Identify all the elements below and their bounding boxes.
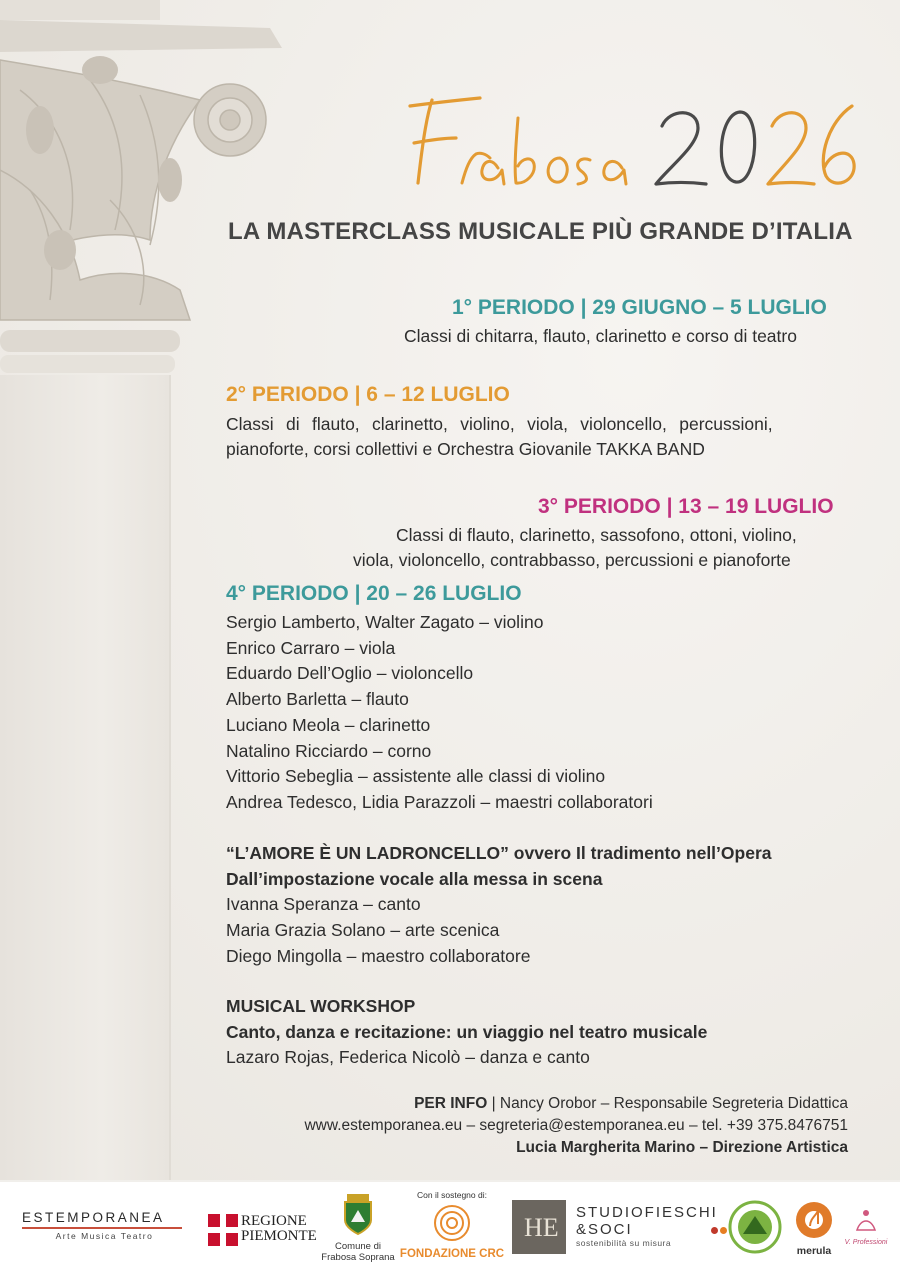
studio-text-2: &SOCI	[576, 1221, 633, 1238]
opera-line: Diego Mingolla – maestro collaboratore	[226, 945, 531, 966]
coat-of-arms-icon	[341, 1192, 375, 1236]
estemporanea-name: ESTEMPORANEA	[22, 1210, 165, 1225]
estemporanea-sub: Arte Musica Teatro	[55, 1231, 154, 1241]
period-4-teachers	[226, 610, 653, 816]
piemonte-text: PIEMONTE	[241, 1228, 317, 1244]
regione-piemonte-logo	[208, 1213, 317, 1251]
fondazione-crc-logo	[398, 1190, 506, 1260]
subtitle: LA MASTERCLASS MUSICALE PIÙ GRANDE D’ITALIA	[228, 218, 853, 245]
hotel-monogram-icon	[512, 1200, 566, 1254]
studio-fieschi-logo	[576, 1204, 727, 1248]
opera-title: “L’AMORE È UN LADRONCELLO” ovvero Il tradimento nell’Opera	[226, 843, 772, 863]
title-frabosa-2026	[400, 88, 860, 198]
info-line-3: Lucia Margherita Marino – Direzione Artistica	[516, 1139, 848, 1156]
teacher-line: Sergio Lamberto, Walter Zagato – violino	[226, 612, 544, 632]
sostegno-text: Con il sostegno di:	[417, 1190, 487, 1200]
info-line-2: www.estemporanea.eu – segreteria@estemporanea.eu – tel. +39 375.8476751	[304, 1117, 848, 1134]
period-1-line: Classi di chitarra, flauto, clarinetto e corso di teatro	[404, 326, 797, 346]
opera-subtitle: Dall’impostazione vocale alla messa in scena	[226, 868, 603, 889]
comune-logo	[318, 1192, 398, 1263]
period-3-heading: 3° PERIODO | 13 – 19 LUGLIO	[538, 495, 834, 518]
info-label: PER INFO	[414, 1095, 488, 1112]
piemonte-flag-icon	[208, 1214, 238, 1246]
hotel-logo	[512, 1200, 566, 1254]
regione-text: REGIONE	[241, 1213, 307, 1229]
opera-section	[226, 841, 771, 970]
opera-line: Ivanna Speranza – canto	[226, 894, 421, 915]
period-3-line-2: viola, violoncello, contrabbasso, percussioni e pianoforte	[353, 550, 791, 570]
period-2-heading: 2° PERIODO | 6 – 12 LUGLIO	[226, 383, 510, 406]
merula-text: merula	[796, 1245, 832, 1257]
teacher-line: Eduardo Dell’Oglio – violoncello	[226, 663, 474, 684]
pro-loco-icon	[728, 1200, 782, 1254]
studio-text-1: STUDIOFIESCHI	[576, 1204, 718, 1221]
period-2-line-2: pianoforte, corsi collettivi e Orchestra Giovanile TAKKA BAND	[226, 439, 705, 459]
info-line-1	[414, 1095, 848, 1113]
svg-text:HE: HE	[524, 1213, 559, 1242]
teacher-line: Enrico Carraro – viola	[226, 637, 396, 658]
merula-sun-icon	[794, 1200, 834, 1240]
merula-logo	[792, 1200, 836, 1257]
dancer-icon	[851, 1208, 881, 1234]
period-4-heading: 4° PERIODO | 20 – 26 LUGLIO	[226, 582, 522, 605]
teacher-line: Andrea Tedesco, Lidia Parazzoli – maestri collaboratori	[226, 791, 653, 812]
info-contact: | Nancy Orobor – Responsabile Segreteria Didattica	[487, 1095, 848, 1112]
period-3-line-1: Classi di flauto, clarinetto, sassofono, ottoni, violino,	[396, 525, 797, 545]
teacher-line: Alberto Barletta – flauto	[226, 689, 409, 710]
pro-loco-logo	[728, 1200, 782, 1259]
comune-text-2: Frabosa Soprana	[321, 1252, 395, 1263]
workshop-section	[226, 994, 707, 1071]
teacher-line: Luciano Meola – clarinetto	[226, 714, 431, 735]
teacher-line: Natalino Ricciardo – corno	[226, 740, 432, 761]
opera-line: Maria Grazia Solano – arte scenica	[226, 920, 500, 941]
studio-text-3: sostenibilità su misura	[576, 1238, 672, 1248]
workshop-title: MUSICAL WORKSHOP	[226, 996, 416, 1016]
v-professioni-text: V. Professioni	[844, 1239, 888, 1246]
v-professioni-logo	[842, 1208, 890, 1246]
period-2-line-1: Classi di flauto, clarinetto, violino, viola, violoncello, percussioni,	[226, 414, 773, 434]
period-1-heading: 1° PERIODO | 29 GIUGNO – 5 LUGLIO	[452, 296, 827, 319]
workshop-subtitle: Canto, danza e recitazione: un viaggio nel teatro musicale	[226, 1021, 708, 1042]
estemporanea-logo	[22, 1210, 187, 1241]
crc-text: FONDAZIONE CRC	[399, 1248, 505, 1260]
sponsor-bar	[0, 1182, 900, 1273]
crc-rings-icon	[432, 1203, 472, 1243]
teacher-line: Vittorio Sebeglia – assistente alle classi di violino	[226, 766, 606, 787]
comune-text-1: Comune di	[335, 1241, 381, 1252]
workshop-line: Lazaro Rojas, Federica Nicolò – danza e canto	[226, 1047, 590, 1068]
